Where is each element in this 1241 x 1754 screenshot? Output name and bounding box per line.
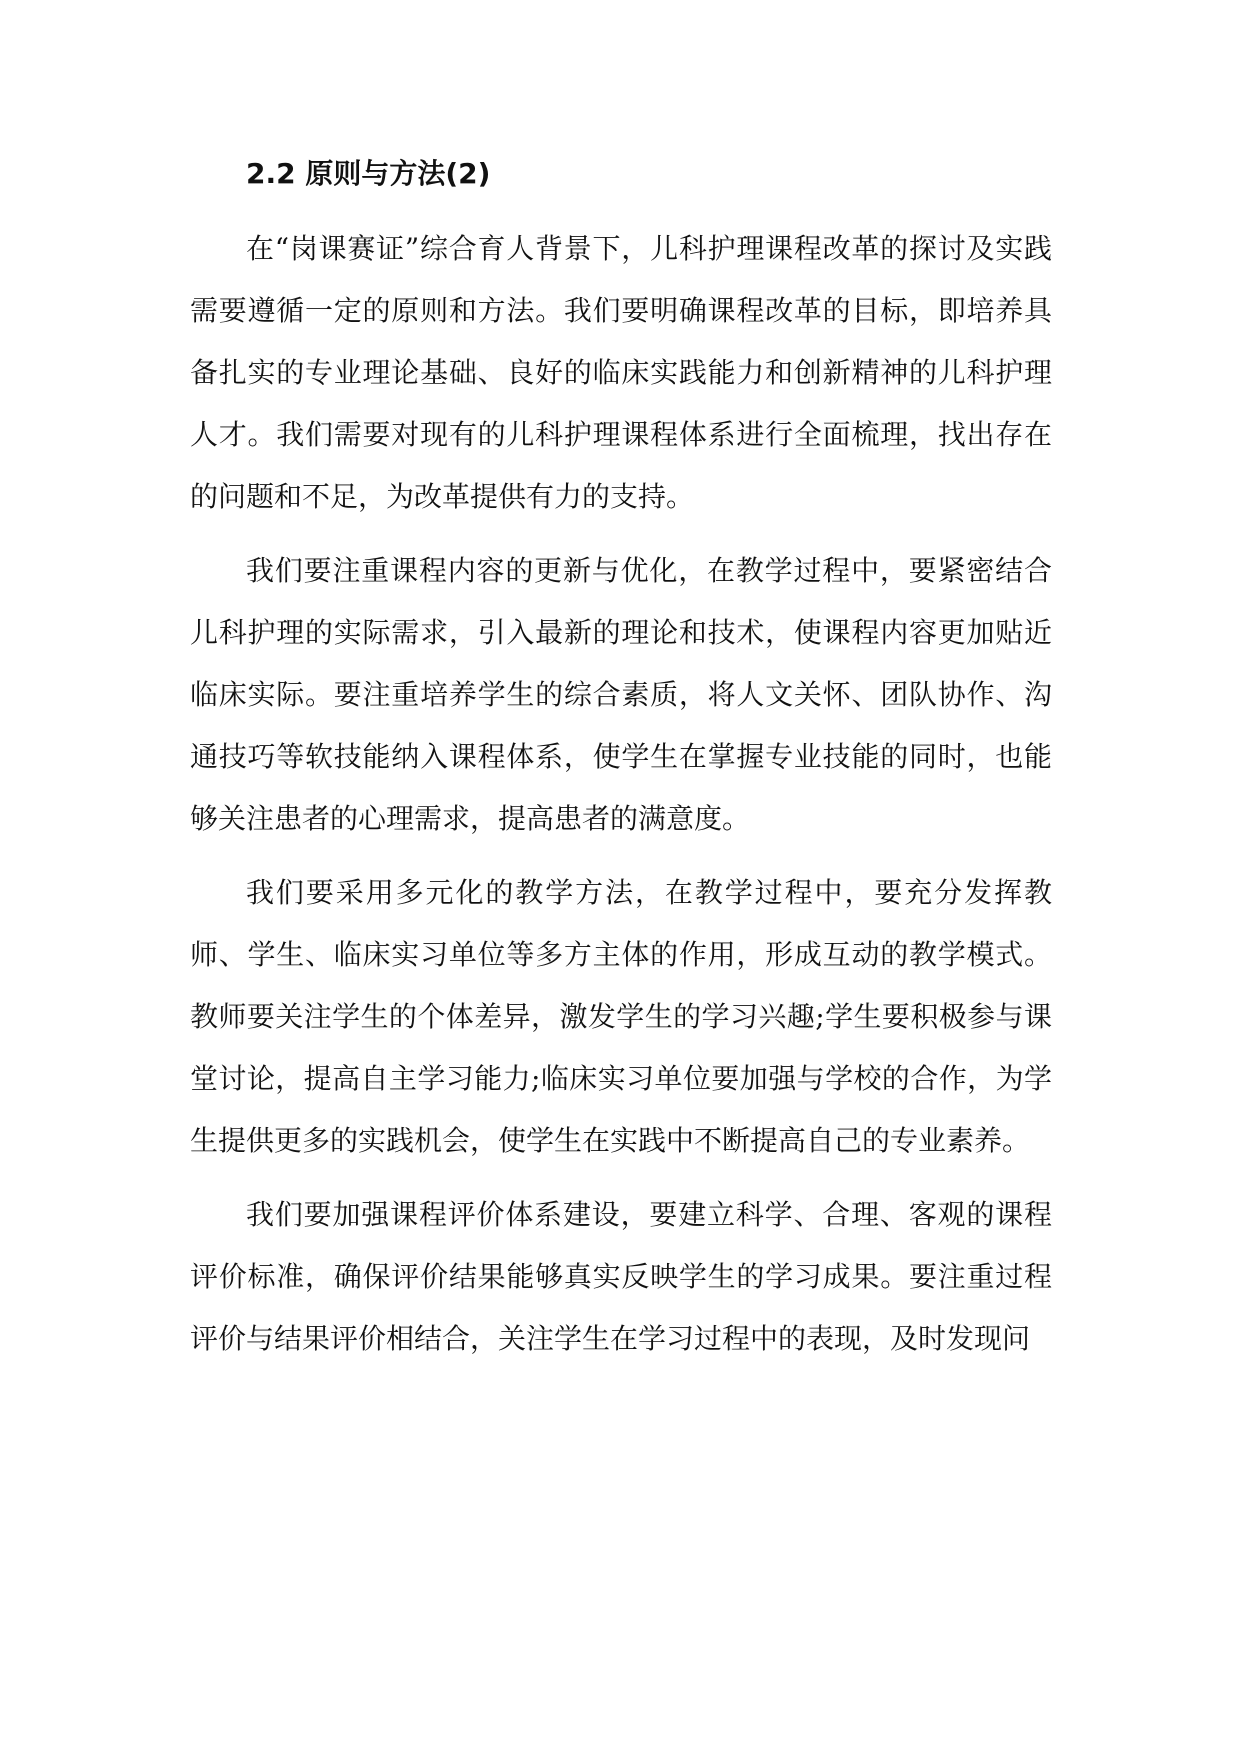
paragraph: 我们要采用多元化的教学方法，在教学过程中，要充分发挥教师、学生、临床实习单位等多方主体的作用，形成互动的教学模式。教师要关注学生的个体差异，激发学生的学习兴趣;学生要积极参与课堂讨论，提高自主学习能力;临床实习单位要加强与学校的合作，为学生提供更多的实践机会，使学生在实践中不断提高自己的专业素养。: [190, 876, 1052, 1157]
section-heading: 2.2 原则与方法(2): [246, 157, 491, 190]
paragraph: 我们要注重课程内容的更新与优化，在教学过程中，要紧密结合儿科护理的实际需求，引入最新的理论和技术，使课程内容更加贴近临床实际。要注重培养学生的综合素质，将人文关怀、团队协作、沟通技巧等软技能纳入课程体系，使学生在掌握专业技能的同时，也能够关注患者的心理需求，提高患者的满意度。: [190, 554, 1052, 835]
paragraph: 在“岗课赛证”综合育人背景下，儿科护理课程改革的探讨及实践需要遵循一定的原则和方法。我们要明确课程改革的目标，即培养具备扎实的专业理论基础、良好的临床实践能力和创新精神的儿科护理人才。我们需要对现有的儿科护理课程体系进行全面梳理，找出存在的问题和不足，为改革提供有力的支持。: [190, 232, 1052, 513]
body-text: [190, 218, 1052, 1382]
paragraph: 我们要加强课程评价体系建设，要建立科学、合理、客观的课程评价标准，确保评价结果能够真实反映学生的学习成果。要注重过程评价与结果评价相结合，关注学生在学习过程中的表现，及时发现问: [190, 1198, 1052, 1355]
